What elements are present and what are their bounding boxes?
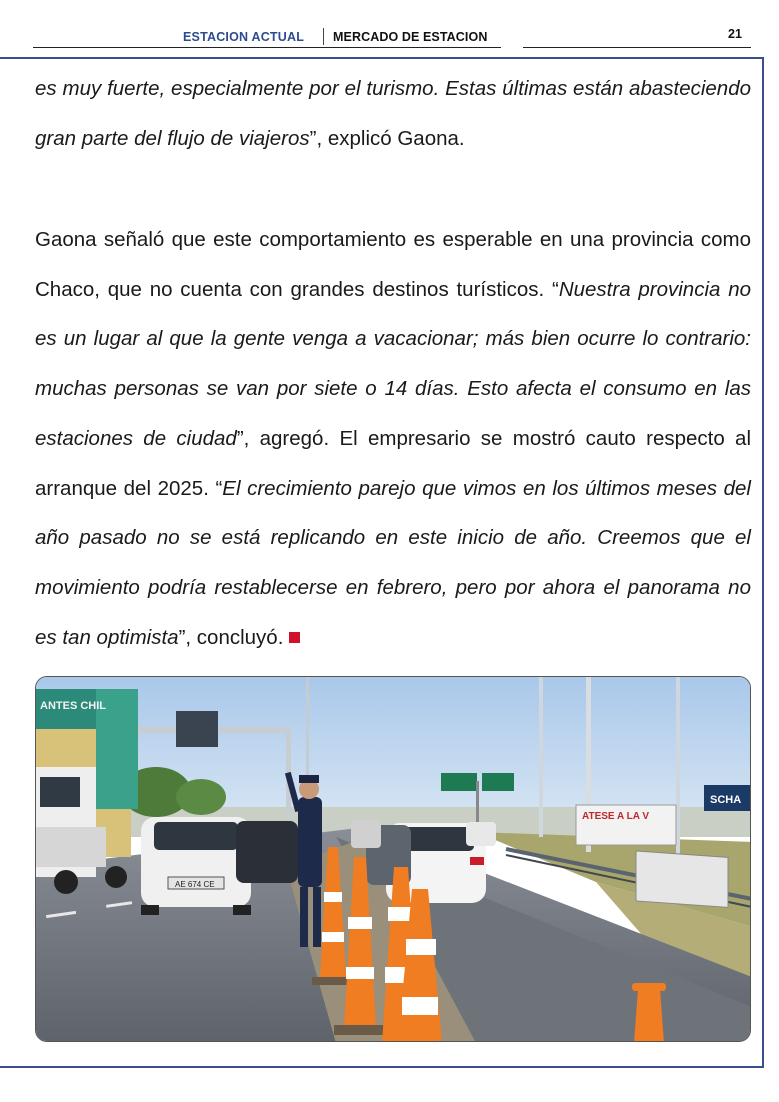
quote-text: es muy fuerte, especialmente por el turismo. Estas últimas están abasteciendo gran parte del flujo de viajeros <box>35 77 751 150</box>
header-rule <box>33 47 501 48</box>
body-text: ”, agregó. El empresario se mostró cauto respecto al arranque del 2025. “ <box>35 426 752 500</box>
photo-illustration <box>36 677 751 1042</box>
section-label: ESTACION ACTUAL <box>183 30 305 44</box>
subsection-label: MERCADO DE ESTACION <box>333 30 488 44</box>
body-text: Gaona señaló que este comportamiento es esperable en una provincia como Chaco, que no cuenta con grandes destinos turísticos. “ <box>35 228 751 301</box>
license-plate: AE 674 CE <box>175 880 215 889</box>
header-rule <box>523 47 751 48</box>
truck-sign-text: ANTES CHIL <box>40 700 106 712</box>
attribution-text: ”, explicó Gaona. <box>309 126 465 150</box>
page-header <box>0 0 779 60</box>
highway-photo <box>35 676 751 1042</box>
page-number: 21 <box>728 27 742 41</box>
quote-text: Nuestra provincia no es un lugar al que la gente venga a vacacionar; más bien ocurre lo contrario: muchas personas se van por siete o 14 días. Esto afecta el consumo en las estaciones de ciudad <box>35 277 752 450</box>
attribution-text: ”, concluyó. <box>178 625 284 649</box>
end-mark-icon <box>289 632 300 643</box>
paragraph-1 <box>35 64 751 163</box>
paragraph-2 <box>35 215 751 662</box>
billboard-text: ATESE A LA V <box>582 811 650 822</box>
header-separator <box>323 28 324 45</box>
billboard-small-text: SCHA <box>710 794 742 806</box>
quote-text: El crecimiento parejo que vimos en los últimos meses del año pasado no se está replicando en este inicio de año. Creemos que el movimiento podría restablecerse en febrero, pero por ahora el panorama no es tan optimista <box>35 476 751 649</box>
